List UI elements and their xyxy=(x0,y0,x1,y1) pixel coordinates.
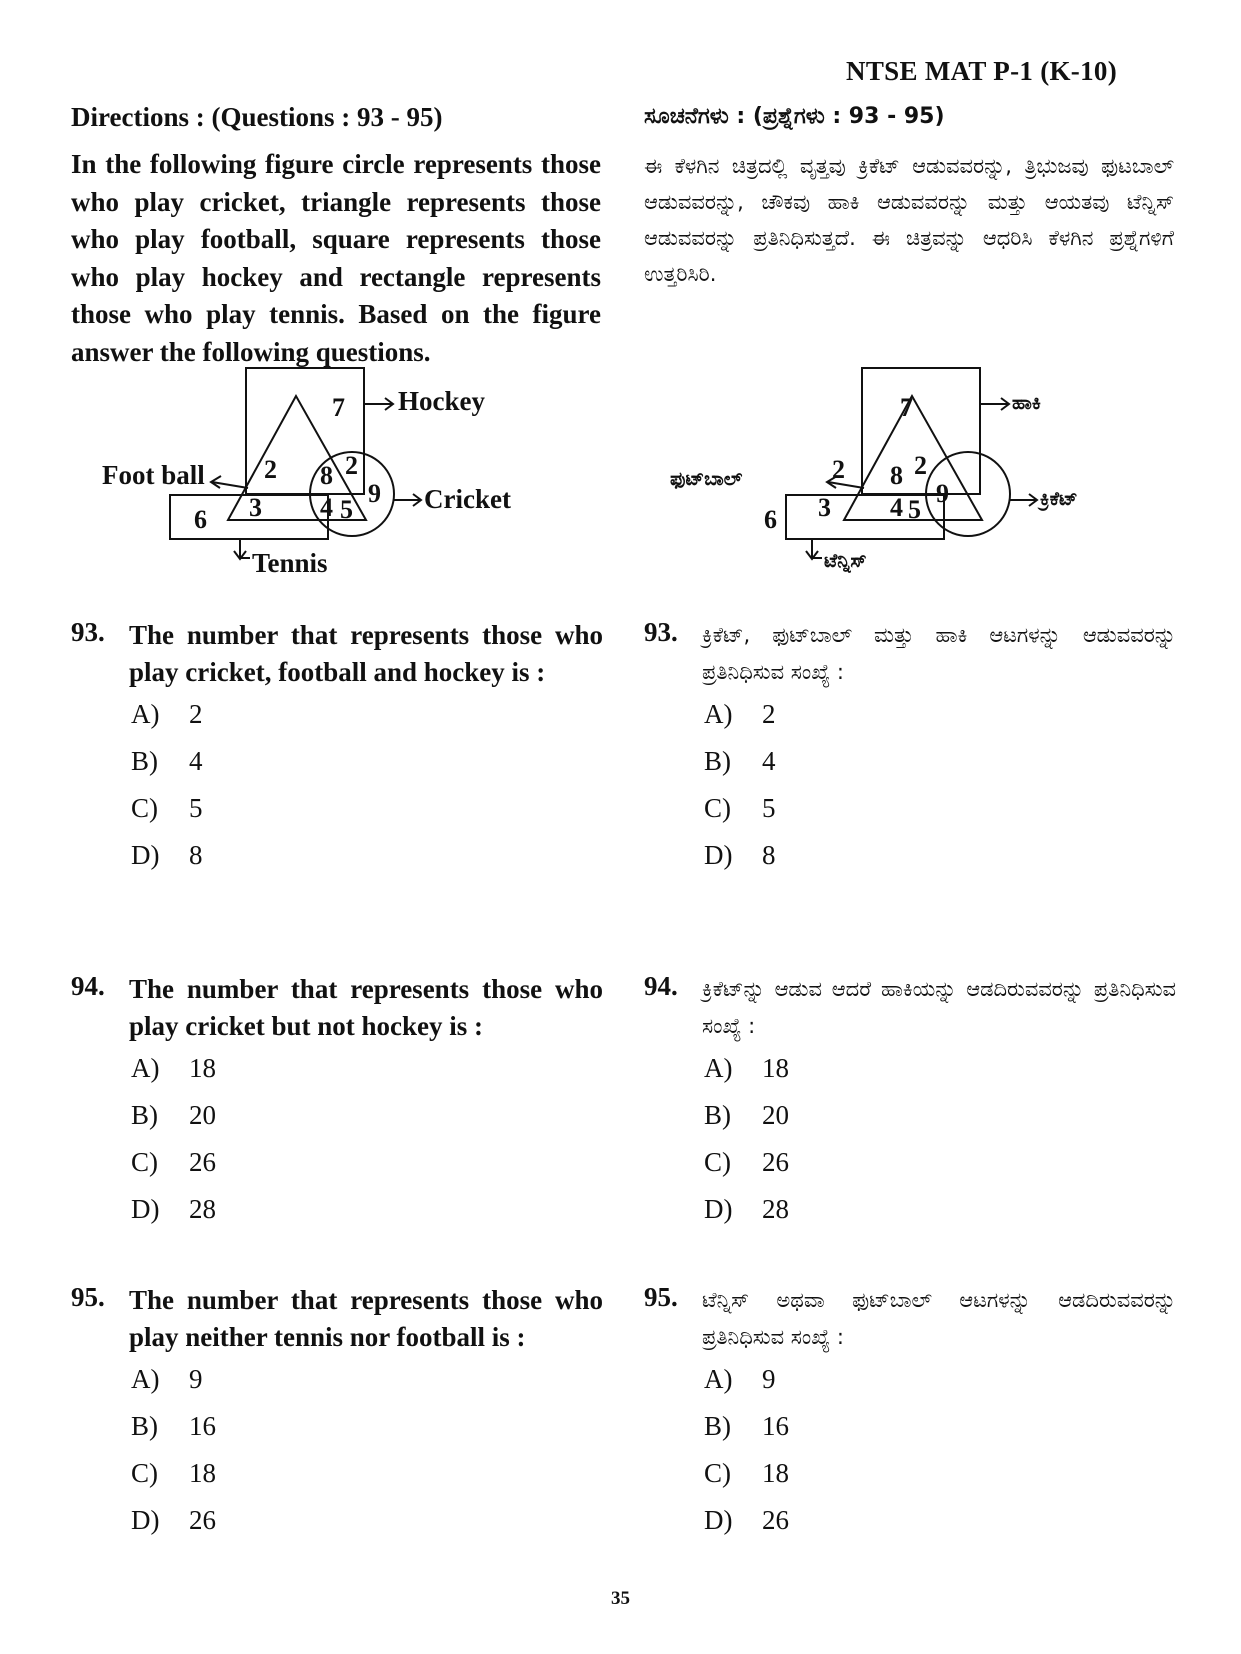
option-letter: D) xyxy=(704,1505,733,1535)
directions-text: In the following figure circle represents those who play cricket, triangle represents those who play football, square represents those who play hockey and rectangle represents those who play tennis. Based on the figure answer the following questions. xyxy=(71,149,601,367)
option-letter: C) xyxy=(131,1147,158,1177)
region-value: 6 xyxy=(194,505,207,534)
option-value: 18 xyxy=(189,1458,216,1488)
option-letter: D) xyxy=(131,1194,160,1224)
option-value: 20 xyxy=(762,1100,789,1130)
region-value: 2 xyxy=(832,455,845,484)
page-header: NTSE MAT P-1 (K-10) xyxy=(846,56,1117,86)
region-value: 5 xyxy=(340,495,353,524)
option-d xyxy=(704,1505,789,1536)
option-value: 5 xyxy=(189,793,203,823)
option-value: 16 xyxy=(762,1411,789,1441)
option-value: 9 xyxy=(762,1364,776,1394)
option-letter: C) xyxy=(704,1458,731,1488)
option-value: 28 xyxy=(189,1194,216,1224)
question-text: The number that represents those who play cricket but not hockey is : xyxy=(129,974,603,1041)
option-value: 18 xyxy=(762,1053,789,1083)
cricket-label: Cricket xyxy=(424,484,511,514)
question-95 xyxy=(71,1282,603,1542)
option-value: 26 xyxy=(189,1505,216,1535)
option-letter: C) xyxy=(704,1147,731,1177)
option-letter: D) xyxy=(704,1194,733,1224)
venn-diagram xyxy=(700,360,1160,610)
option-letter: A) xyxy=(704,1053,733,1083)
option-value: 4 xyxy=(189,746,203,776)
hockey-label: Hockey xyxy=(398,386,485,416)
option-b xyxy=(704,1100,789,1131)
option-letter: B) xyxy=(704,1100,731,1130)
option-value: 26 xyxy=(762,1505,789,1535)
option-b xyxy=(704,746,776,777)
option-a xyxy=(704,1364,776,1395)
venn-figure-kannada xyxy=(670,360,1160,610)
option-c xyxy=(704,1458,789,1489)
question-text: ಟೆನ್ನಿಸ್ ಅಥವಾ ಫುಟ್‌ಬಾಲ್ ಆಟಗಳನ್ನು ಆಡದಿರುವವರನ್ನು ಪ್ರತಿನಿಧಿಸುವ ಸಂಖ್ಯೆ : xyxy=(702,1288,1176,1349)
region-value: 8 xyxy=(890,461,903,490)
directions-text-kannada: ಈ ಕೆಳಗಿನ ಚಿತ್ರದಲ್ಲಿ ವೃತ್ತವು ಕ್ರಿಕೆಟ್ ಆಡುವವರನ್ನು, ತ್ರಿಭುಜವು ಫುಟಬಾಲ್ ಆಡುವವರನ್ನು, ಚೌಕವು ಹಾಕಿ ಆಡುವವರನ್ನು ಮತ್ತು ಆಯತವು ಟೆನ್ನಿಸ್ ಆಡುವವರನ್ನು ಪ್ರತಿನಿಧಿಸುತ್ತದೆ. ಈ ಚಿತ್ರವನ್ನು ಆಧರಿಸಿ ಕೆಳಗಿನ ಪ್ರಶ್ನೆಗಳಿಗೆ ಉತ್ತರಿಸಿರಿ. xyxy=(644,154,1174,286)
option-value: 18 xyxy=(762,1458,789,1488)
option-value: 2 xyxy=(189,699,203,729)
question-number: 95. xyxy=(71,1282,105,1312)
option-d xyxy=(131,1194,216,1225)
option-c xyxy=(704,793,776,824)
option-a xyxy=(704,1053,789,1084)
option-value: 28 xyxy=(762,1194,789,1224)
option-b xyxy=(131,1411,216,1442)
option-letter: D) xyxy=(131,840,160,870)
region-value: 2 xyxy=(345,451,358,480)
question-number: 93. xyxy=(644,617,678,647)
option-letter: B) xyxy=(704,1411,731,1441)
tennis-label: Tennis xyxy=(252,548,328,578)
option-letter: D) xyxy=(704,840,733,870)
option-value: 9 xyxy=(189,1364,203,1394)
option-letter: C) xyxy=(704,793,731,823)
option-letter: A) xyxy=(704,1364,733,1394)
question-94 xyxy=(71,971,603,1231)
option-d xyxy=(704,1194,789,1225)
question-94-kannada xyxy=(644,971,1176,1231)
option-c xyxy=(704,1147,789,1178)
option-a xyxy=(131,699,203,730)
option-letter: B) xyxy=(131,1100,158,1130)
question-text: The number that represents those who play cricket, football and hockey is : xyxy=(129,620,603,687)
option-value: 4 xyxy=(762,746,776,776)
question-93-kannada xyxy=(644,617,1176,877)
option-value: 18 xyxy=(189,1053,216,1083)
cricket-label: ಕ್ರಿಕೆಟ್ xyxy=(1040,488,1078,510)
venn-figure-english xyxy=(100,360,540,590)
option-letter: A) xyxy=(131,699,160,729)
option-d xyxy=(131,1505,216,1536)
option-letter: A) xyxy=(131,1364,160,1394)
region-value: 2 xyxy=(264,455,277,484)
option-c xyxy=(131,1458,216,1489)
option-c xyxy=(131,1147,216,1178)
region-value: 4 xyxy=(320,493,333,522)
kannada-column xyxy=(644,98,1174,292)
option-letter: B) xyxy=(131,746,158,776)
page-number: 35 xyxy=(611,1588,630,1609)
option-value: 8 xyxy=(189,840,203,870)
option-value: 5 xyxy=(762,793,776,823)
question-number: 94. xyxy=(644,971,678,1001)
option-value: 2 xyxy=(762,699,776,729)
option-b xyxy=(131,746,203,777)
question-number: 95. xyxy=(644,1282,678,1312)
football-label: Foot ball xyxy=(102,460,205,490)
english-column xyxy=(71,98,601,371)
region-value: 4 xyxy=(890,493,903,522)
region-value: 8 xyxy=(320,461,333,490)
tennis-label: ಟೆನ್ನಿಸ್ xyxy=(824,550,867,572)
question-text: ಕ್ರಿಕೆಟ್, ಫುಟ್‌ಬಾಲ್ ಮತ್ತು ಹಾಕಿ ಆಟಗಳನ್ನು ಆಡುವವರನ್ನು ಪ್ರತಿನಿಧಿಸುವ ಸಂಖ್ಯೆ : xyxy=(702,623,1176,684)
question-number: 93. xyxy=(71,617,105,647)
option-value: 16 xyxy=(189,1411,216,1441)
region-value: 9 xyxy=(936,479,949,508)
option-value: 26 xyxy=(762,1147,789,1177)
option-letter: C) xyxy=(131,1458,158,1488)
option-b xyxy=(131,1100,216,1131)
option-letter: B) xyxy=(704,746,731,776)
directions-heading-kannada: ಸೂಚನೆಗಳು : (ಪ್ರಶ್ನೆಗಳು : 93 - 95) xyxy=(644,104,945,129)
question-text: ಕ್ರಿಕೆಟ್‌ನ್ನು ಆಡುವ ಆದರೆ ಹಾಕಿಯನ್ನು ಆಡದಿರುವವರನ್ನು ಪ್ರತಿನಿಧಿಸುವ ಸಂಖ್ಯೆ : xyxy=(702,977,1176,1038)
football-label: ಫುಟ್‌ಬಾಲ್ xyxy=(670,468,743,490)
option-value: 20 xyxy=(189,1100,216,1130)
option-letter: A) xyxy=(704,699,733,729)
option-a xyxy=(704,699,776,730)
region-value: 5 xyxy=(908,495,921,524)
option-a xyxy=(131,1364,203,1395)
region-value: 3 xyxy=(818,493,831,522)
option-a xyxy=(131,1053,216,1084)
option-letter: B) xyxy=(131,1411,158,1441)
region-value: 7 xyxy=(900,393,913,422)
question-95-kannada xyxy=(644,1282,1176,1542)
option-letter: C) xyxy=(131,793,158,823)
option-letter: D) xyxy=(131,1505,160,1535)
option-d xyxy=(704,840,776,871)
region-value: 7 xyxy=(332,393,345,422)
hockey-label: ಹಾಕಿ xyxy=(1012,392,1041,414)
option-value: 8 xyxy=(762,840,776,870)
option-c xyxy=(131,793,203,824)
option-d xyxy=(131,840,203,871)
region-value: 2 xyxy=(914,451,927,480)
region-value: 6 xyxy=(764,505,777,534)
region-value: 3 xyxy=(249,493,262,522)
option-b xyxy=(704,1411,789,1442)
region-value: 9 xyxy=(368,479,381,508)
question-93 xyxy=(71,617,603,877)
option-value: 26 xyxy=(189,1147,216,1177)
question-text: The number that represents those who play neither tennis nor football is : xyxy=(129,1285,603,1352)
option-letter: A) xyxy=(131,1053,160,1083)
directions-heading: Directions : (Questions : 93 - 95) xyxy=(71,102,443,132)
question-number: 94. xyxy=(71,971,105,1001)
